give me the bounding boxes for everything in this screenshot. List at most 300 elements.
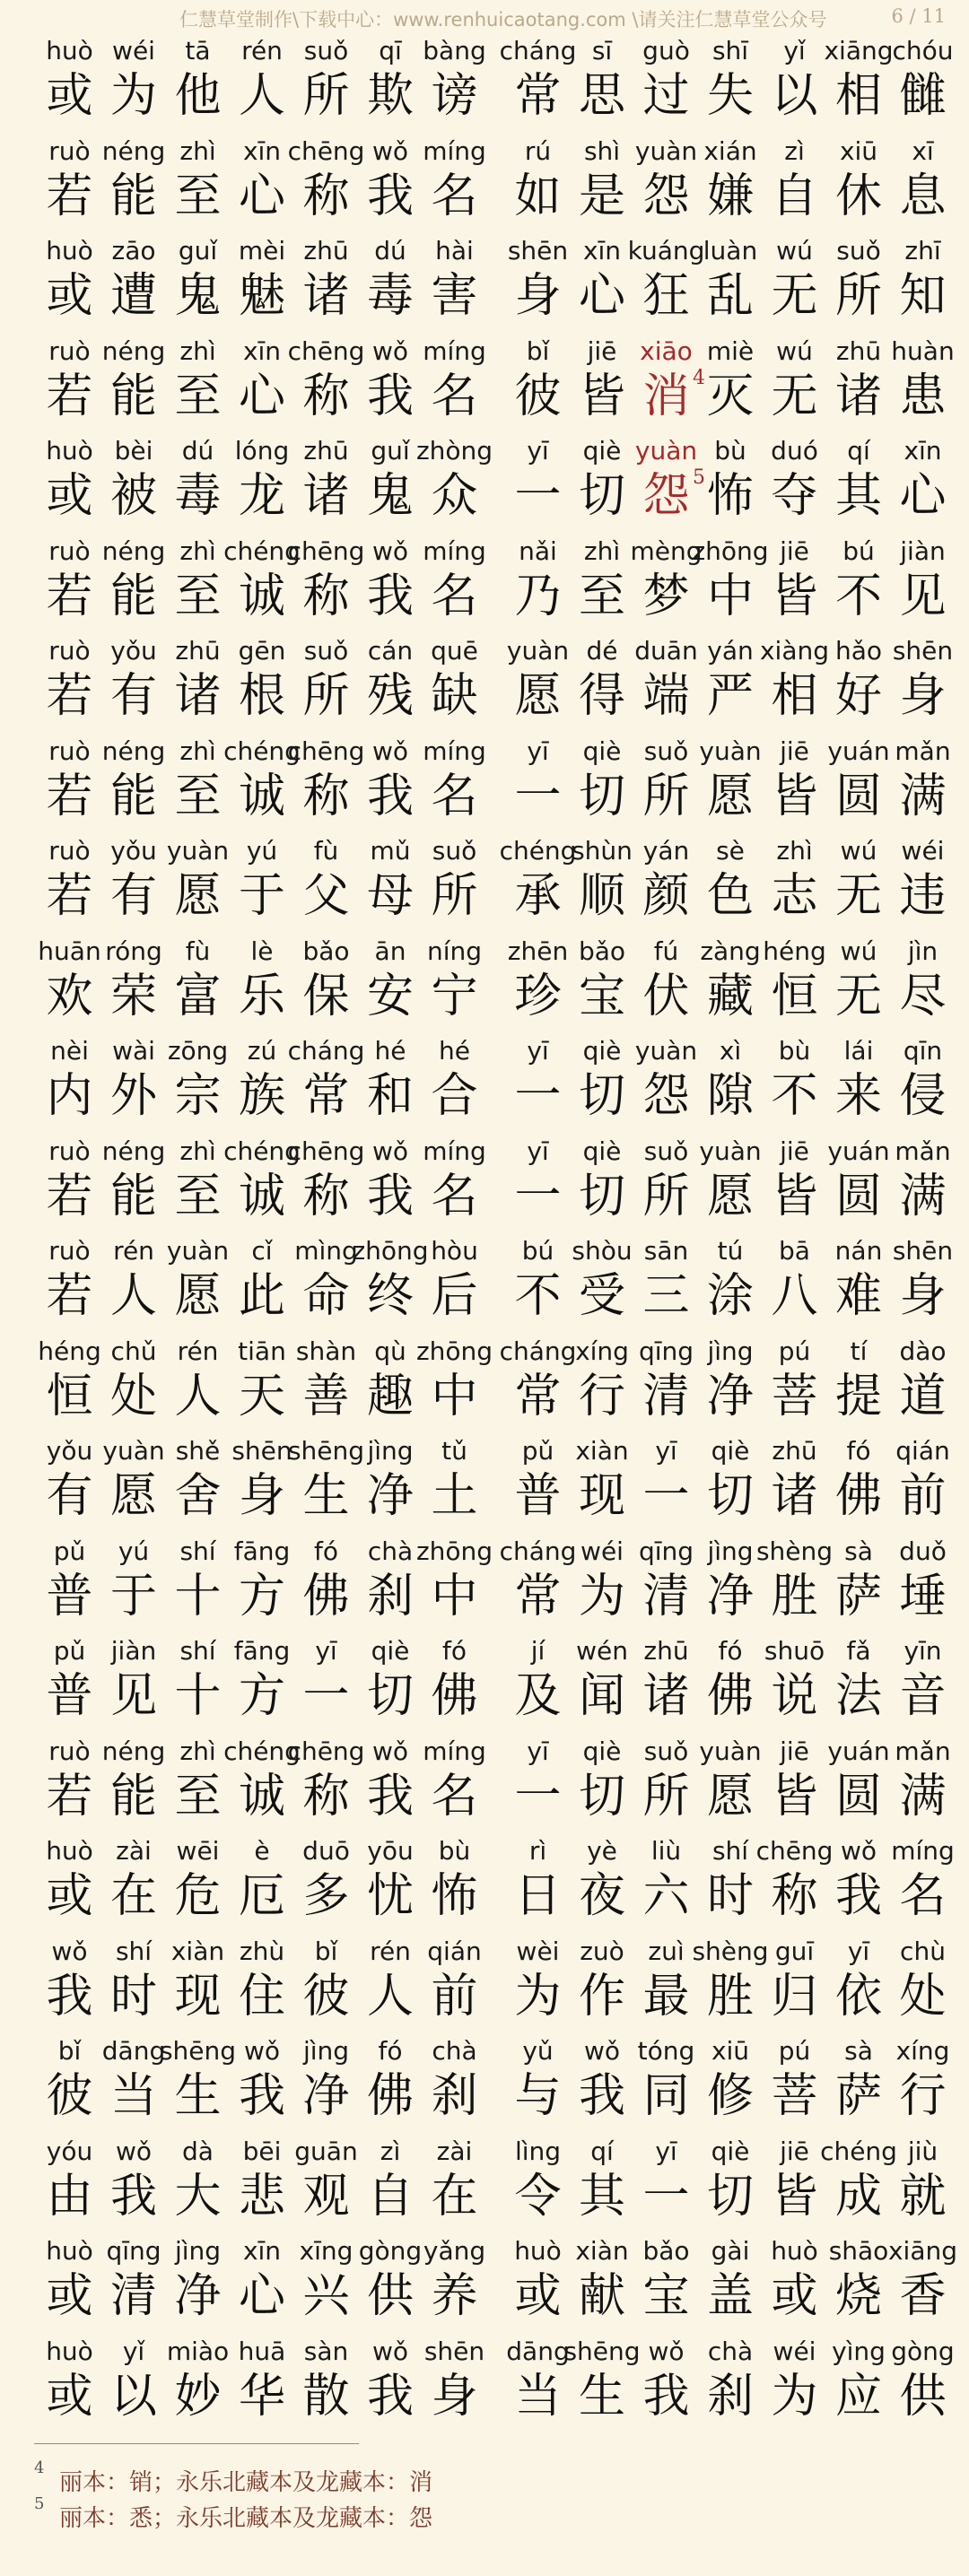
pinyin: dé [586,636,618,666]
character-cell [294,1834,358,1924]
pinyin: shēng [159,2036,237,2066]
hanzi: 善 [302,1369,350,1423]
hanzi: 毒 [174,469,222,523]
character-cell [891,1434,955,1524]
pinyin: gài [711,2236,750,2266]
pinyin: yuàn [166,1236,230,1266]
hanzi: 生 [174,2069,222,2123]
pinyin: yóu [46,2136,93,2166]
hanzi: 圆 [834,1769,882,1823]
pinyin: zhū [835,335,882,366]
pinyin: wǒ [51,1936,88,1966]
pinyin: chēng [287,1736,365,1766]
hanzi: 宝 [578,969,625,1023]
hanzi: 缺 [431,669,478,723]
pinyin: shí [179,1636,216,1666]
pinyin: huò [46,236,93,265]
character-cell [38,34,101,124]
pinyin: wéi [773,2336,816,2366]
character-cell [423,2335,486,2424]
hanzi: 前 [431,1969,478,2023]
pinyin: míng [423,135,486,166]
character-cell [891,1335,955,1424]
character-cell [571,1034,634,1124]
character-cell [231,1434,294,1524]
pinyin: róng [105,936,162,966]
verse-line-right [499,34,955,124]
character-cell [294,34,358,124]
hanzi: 多 [302,1869,350,1923]
pinyin: zuò [580,1936,624,1966]
character-cell [699,2335,763,2424]
pinyin: xiàng [759,636,830,666]
character-cell [423,335,486,424]
hanzi: 鬼 [366,469,414,523]
pinyin: lái [843,1036,874,1066]
hanzi: 萨 [834,1569,882,1623]
pinyin: pú [778,1336,811,1366]
hanzi: 如 [514,169,562,223]
character-cell [634,135,698,224]
character-cell [634,1234,698,1324]
character-cell [166,1834,230,1924]
pinyin: qīng [106,2236,162,2266]
pinyin: pǔ [53,1536,86,1566]
character-cell [223,1135,301,1224]
character-cell [102,834,166,924]
character-cell [891,135,955,224]
character-cell [166,1634,230,1724]
character-cell [891,34,955,124]
character-cell [506,234,570,324]
pinyin: shòu [572,1236,633,1266]
character-cell [506,1834,570,1924]
character-cell [827,1234,891,1324]
hanzi: 净 [366,1469,414,1523]
verse-line-right [499,1335,955,1424]
verse-line-right [506,1434,955,1524]
pinyin: chéng [820,2136,897,2166]
pinyin: wú [776,335,813,366]
pinyin: ruò [48,1136,91,1166]
character-cell [699,634,763,724]
hanzi: 中 [431,1569,478,1623]
character-cell [38,1634,101,1724]
pinyin: huò [46,436,93,466]
hanzi: 切 [706,1469,754,1523]
character-cell [699,1834,763,1924]
character-cell [699,1034,763,1124]
hanzi: 满 [899,769,947,823]
pinyin: suǒ [836,236,881,265]
pinyin: jìng [707,1336,754,1366]
hanzi: 能 [109,169,157,223]
character-cell [159,2034,237,2124]
pinyin: qīn [903,1036,943,1066]
pinyin: hé [374,1036,406,1066]
hanzi: 愿 [174,869,222,923]
character-cell [359,1434,423,1524]
character-cell [294,935,358,1024]
hanzi: 切 [706,2169,754,2224]
hanzi: 方 [238,1569,285,1623]
character-cell [763,335,826,424]
hanzi: 心 [899,469,947,523]
pinyin: tiān [238,1336,286,1366]
character-cell [763,735,826,824]
verse-line-left [38,135,486,224]
character-cell [231,2335,294,2424]
pinyin: dāng [506,2336,570,2366]
hanzi: 愿 [109,1469,157,1523]
character-cell [571,535,634,624]
hanzi: 合 [431,1069,478,1123]
hanzi: 怨 [642,469,690,523]
character-cell [359,2135,423,2224]
character-cell [102,735,166,824]
hanzi: 至 [174,169,222,223]
hanzi: 养 [431,2269,478,2323]
character-cell [827,2034,891,2124]
pinyin: wǒ [371,335,409,366]
character-cell [634,2335,698,2424]
character-cell [294,1234,358,1324]
hanzi: 不 [771,1069,818,1123]
hanzi: 伏 [642,969,690,1023]
character-cell [287,1135,365,1224]
hanzi: 名 [431,1769,478,1823]
character-cell [506,1735,570,1824]
pinyin: nèi [50,1036,89,1066]
pinyin: huò [46,36,93,65]
verse-line-right [506,1135,955,1224]
pinyin: fù [313,836,339,866]
page-header [0,0,969,36]
verse-row [0,34,969,135]
pinyin: rén [370,1936,411,1966]
character-cell [891,1234,955,1324]
pinyin: míng [423,335,486,366]
hanzi: 常 [514,1369,562,1423]
character-cell [699,234,763,324]
hanzi: 净 [706,1569,754,1623]
hanzi: 患 [899,369,947,423]
pinyin: lìng [514,2136,562,2166]
pinyin: sà [844,2036,873,2066]
hanzi: 菩 [771,2069,818,2123]
footnote-marker: 5 [693,466,705,489]
pinyin: guǐ [371,436,410,466]
verse-line-right [506,1834,955,1924]
pinyin: yuán [827,735,890,766]
hanzi: 所 [302,69,350,123]
hanzi: 诸 [302,269,350,323]
hanzi: 所 [642,1769,690,1823]
hanzi: 藏 [706,969,754,1023]
verse-line-right [506,135,955,224]
pinyin: jí [530,1636,546,1666]
hanzi: 毒 [366,269,414,323]
pinyin: wú [840,836,877,866]
hanzi: 诚 [238,1769,285,1823]
verse-line-left [38,2034,486,2124]
character-cell [294,1935,358,2024]
verse-row [0,1434,969,1535]
pinyin: néng [101,335,166,366]
pinyin: shāo [828,2236,889,2266]
character-cell [891,535,955,624]
character-cell [699,1434,763,1524]
hanzi: 外 [109,1069,157,1123]
character-cell [38,1935,101,2024]
pinyin: yī [527,1136,549,1166]
pinyin: yǐ [783,36,806,65]
character-cell [506,2135,570,2224]
pinyin: shí [115,1936,153,1966]
character-cell [891,1034,955,1124]
character-cell [38,2234,101,2324]
hanzi: 保 [302,969,350,1023]
pinyin: zhù [239,1936,285,1966]
pinyin: shēn [423,2336,485,2366]
character-cell [359,1034,423,1124]
pinyin: yǎng [423,2236,486,2266]
character-cell [571,1834,634,1924]
hanzi: 或 [514,2269,562,2323]
pinyin: qiè [582,1036,622,1066]
character-cell [166,1434,230,1524]
hanzi: 六 [642,1869,690,1923]
verse-line-left [38,2234,486,2324]
hanzi: 十 [174,1569,222,1623]
character-cell [166,535,230,624]
pinyin: yuàn [166,836,230,866]
pinyin: qián [895,1436,950,1466]
hanzi: 此 [238,1269,285,1323]
hanzi: 无 [771,369,818,423]
pinyin: suǒ [432,836,477,866]
pinyin: zhì [583,535,621,566]
character-cell [827,1434,891,1524]
character-cell [223,735,301,824]
hanzi: 切 [366,1669,414,1723]
hanzi: 恒 [46,1369,93,1423]
character-cell [891,1135,955,1224]
pinyin: shēn [231,1436,292,1466]
character-cell [166,1335,230,1424]
pinyin: bǐ [57,2036,82,2066]
pinyin: shí [711,1836,749,1866]
character-cell [699,434,763,524]
hanzi: 自 [771,169,818,223]
hanzi: 心 [238,2269,285,2323]
hanzi: 胜 [771,1569,818,1623]
pinyin: ruò [48,135,91,166]
character-cell [102,1834,166,1924]
hanzi: 皆 [771,569,818,623]
verse-row [0,1634,969,1735]
character-cell [166,2234,230,2324]
pinyin: mǎn [895,1736,951,1766]
pinyin: rén [177,1336,219,1366]
hanzi: 若 [46,169,93,223]
pinyin: ruò [48,735,91,766]
pinyin: wǒ [371,1736,409,1766]
hanzi: 怨 [642,169,690,223]
character-cell [287,1735,365,1824]
pinyin: qīng [638,1336,694,1366]
hanzi: 我 [366,1769,414,1823]
pinyin: zhòng [415,436,493,466]
pinyin: miào [166,2336,230,2366]
hanzi: 若 [46,669,93,723]
character-cell [166,34,230,124]
hanzi: 至 [174,1769,222,1823]
pinyin: shēn [892,1236,954,1266]
pinyin: héng [38,1336,101,1366]
hanzi: 至 [174,569,222,623]
character-cell [891,1535,955,1624]
hanzi: 我 [834,1869,882,1923]
character-cell [506,935,570,1024]
pinyin: wèi [516,1936,560,1966]
pinyin: chéng [223,1136,301,1166]
verse-row [0,1234,969,1335]
hanzi: 尽 [899,969,947,1023]
verse-line-right [506,735,955,824]
pinyin: pǔ [521,1436,554,1466]
character-cell [166,1535,230,1624]
hanzi: 散 [302,2369,350,2424]
character-cell [763,1634,826,1724]
character-cell [699,335,763,424]
hanzi: 荣 [109,969,157,1023]
character-cell [634,2135,698,2224]
pinyin: zhū [175,636,221,666]
character-cell [166,634,230,724]
hanzi: 害 [431,269,478,323]
hanzi: 最 [642,1969,690,2023]
pinyin: lóng [234,436,290,466]
hanzi: 闻 [578,1669,625,1723]
hanzi: 于 [109,1569,157,1623]
hanzi: 至 [174,769,222,823]
hanzi: 众 [431,469,478,523]
character-cell [359,1335,423,1424]
character-cell [359,1735,423,1824]
pinyin: xī [912,135,934,166]
pinyin: bàng [423,36,486,65]
verse-row [0,1135,969,1235]
pinyin: rén [241,36,283,65]
character-cell [827,1634,891,1724]
character-cell [102,1735,166,1824]
verse-line-left [38,434,493,524]
character-cell [634,2234,698,2324]
verse-line-left [38,935,486,1024]
character-cell [506,1135,570,1224]
pinyin: huò [46,1836,93,1866]
hanzi: 若 [46,869,93,923]
pinyin: bú [842,535,875,566]
character-cell [763,2135,826,2224]
pinyin: fó [846,1436,871,1466]
hanzi: 心 [238,169,285,223]
hanzi: 常 [302,1069,350,1123]
pinyin: mǎn [895,1136,951,1166]
hanzi: 乃 [514,569,562,623]
character-cell [423,1434,486,1524]
verse-line-right [506,1935,955,2024]
pinyin: wǒ [371,535,409,566]
hanzi: 我 [366,169,414,223]
hanzi: 圆 [834,1169,882,1223]
hanzi: 称 [302,1769,350,1823]
hanzi: 一 [514,1769,562,1823]
pinyin: bēi [242,2136,282,2166]
hanzi: 佛 [366,2069,414,2123]
hanzi: 香 [899,2269,947,2323]
character-cell [166,2335,230,2424]
pinyin: ruò [48,1736,91,1766]
character-cell [571,1535,634,1624]
hanzi: 以 [771,69,818,123]
hanzi: 若 [46,569,93,623]
hanzi: 端 [642,669,690,723]
hanzi: 宝 [642,2269,690,2323]
hanzi: 有 [46,1469,93,1523]
character-cell [38,1135,101,1224]
pinyin: mìng [294,1236,358,1266]
pinyin: zhì [179,535,216,566]
pinyin: jiē [780,2136,809,2166]
hanzi: 违 [899,869,947,923]
character-cell [891,2034,955,2124]
character-cell [423,2135,486,2224]
footnote [34,2459,931,2501]
character-cell [423,135,486,224]
hanzi: 名 [431,769,478,823]
pinyin: cháng [499,1536,577,1566]
verse-row [0,234,969,335]
hanzi: 相 [834,69,882,123]
hanzi: 身 [238,1469,285,1523]
verse-list [0,34,969,2434]
hanzi: 能 [109,1169,157,1223]
character-cell [166,1935,230,2024]
pinyin: cháng [499,36,577,65]
hanzi: 在 [431,2169,478,2224]
hanzi: 趣 [366,1369,414,1423]
footnote-marker: 4 [693,366,705,389]
pinyin: shēng [287,1436,365,1466]
pinyin: chēng [287,335,365,366]
character-cell [763,535,826,624]
character-cell [499,1335,577,1424]
pinyin: yǒu [110,836,157,866]
pinyin: yán [707,636,754,666]
pinyin: xián [703,135,757,166]
footnote-divider [34,2443,359,2444]
character-cell [506,634,570,724]
hanzi: 当 [109,2069,157,2123]
hanzi: 鬼 [174,269,222,323]
character-cell [571,34,634,124]
pinyin: qī [379,36,402,65]
verse-line-right [506,935,955,1024]
character-cell [223,535,301,624]
hanzi: 见 [899,569,947,623]
